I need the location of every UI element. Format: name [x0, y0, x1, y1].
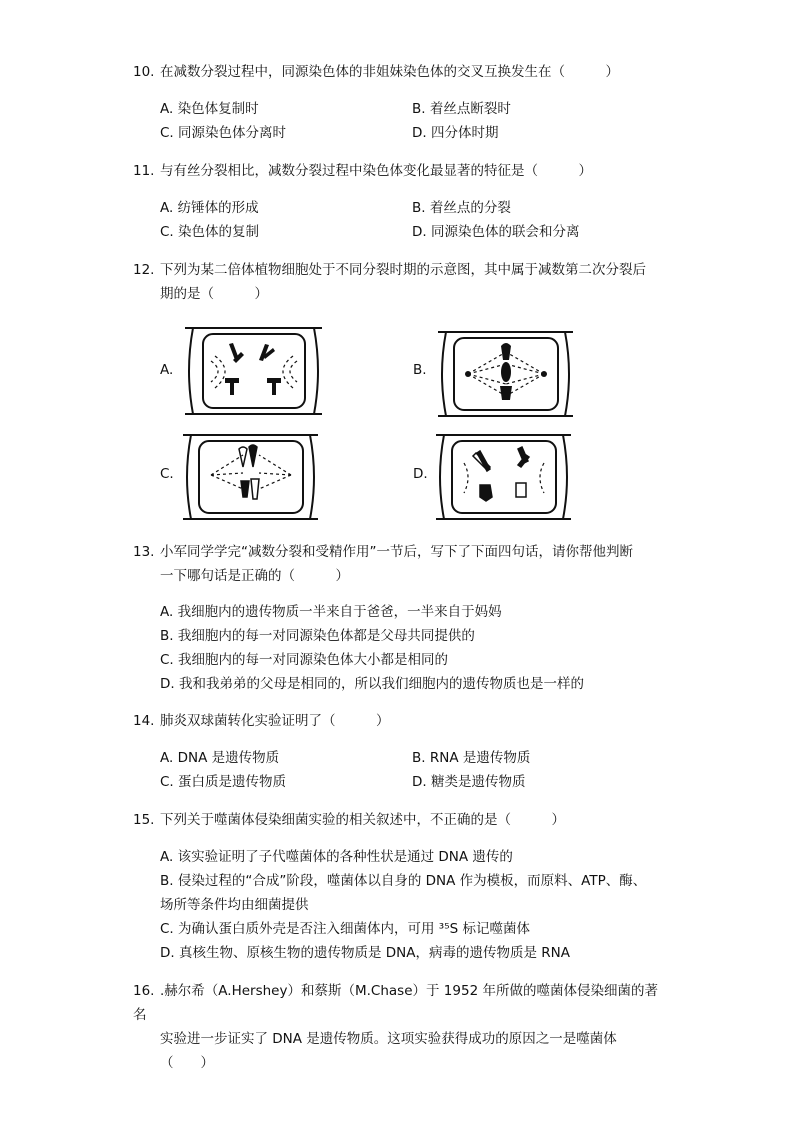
option-d[interactable]: D. 真核生物、原核生物的遗传物质是 DNA，病毒的遗传物质是 RNA: [160, 945, 571, 961]
question-stem: 与有丝分裂相比，减数分裂过程中染色体变化最显著的特征是（ ）: [160, 163, 592, 179]
question-13: [133, 540, 668, 588]
option-c[interactable]: C. 我细胞内的每一对同源染色体大小都是相同的: [160, 652, 449, 668]
question-11: [133, 159, 668, 183]
option-c[interactable]: C. 蛋白质是遗传物质: [160, 774, 287, 790]
question-number: 12.: [133, 262, 155, 278]
question-stem-cont: 一下哪句话是正确的（ ）: [160, 568, 349, 584]
option-a[interactable]: A. 纺锤体的形成: [160, 200, 259, 216]
question-stem: 小军同学学完“减数分裂和受精作用”一节后，写下了下面四句话，请你帮他判断: [160, 544, 633, 560]
cell-diagram-d: [436, 433, 572, 521]
option-a[interactable]: A. DNA 是遗传物质: [160, 750, 280, 766]
option-c[interactable]: C.: [160, 466, 174, 482]
question-number: 15.: [133, 812, 155, 828]
question-stem: 下列关于噬菌体侵染细菌实验的相关叙述中，不正确的是（ ）: [160, 812, 565, 828]
question-stem: .赫尔希（A.Hershey）和蔡斯（M.Chase）于 1952 年所做的噬菌体侵染细菌的著名: [133, 983, 658, 1023]
option-b[interactable]: B. RNA 是遗传物质: [412, 750, 531, 766]
option-a[interactable]: A. 该实验证明了子代噬菌体的各种性状是通过 DNA 遗传的: [160, 849, 513, 865]
option-d[interactable]: D. 我和我弟弟的父母是相同的，所以我们细胞内的遗传物质也是一样的: [160, 676, 584, 692]
question-stem: 在减数分裂过程中，同源染色体的非姐妹染色体的交叉互换发生在（ ）: [160, 64, 619, 80]
question-number: 13.: [133, 544, 155, 560]
option-b[interactable]: B. 我细胞内的每一对同源染色体都是父母共同提供的: [160, 628, 475, 644]
question-number: 16.: [133, 983, 155, 999]
option-a[interactable]: A. 我细胞内的遗传物质一半来自于爸爸，一半来自于妈妈: [160, 604, 502, 620]
option-b-cont: 场所等条件均由细菌提供: [160, 897, 309, 913]
question-10: [133, 60, 668, 84]
cell-diagram-a: [185, 326, 323, 416]
question-stem-cont: （ ）: [160, 1055, 214, 1071]
question-15: [133, 808, 668, 832]
option-c[interactable]: C. 染色体的复制: [160, 224, 260, 240]
question-number: 10.: [133, 64, 155, 80]
option-a[interactable]: A.: [160, 362, 174, 378]
option-d[interactable]: D. 四分体时期: [412, 125, 499, 141]
option-b[interactable]: B. 着丝点的分裂: [412, 200, 511, 216]
question-stem-cont: 实验进一步证实了 DNA 是遗传物质。这项实验获得成功的原因之一是噬菌体: [160, 1031, 617, 1047]
question-number: 14.: [133, 713, 155, 729]
question-stem: 下列为某二倍体植物细胞处于不同分裂时期的示意图，其中属于减数第二次分裂后: [160, 262, 646, 278]
question-12: [133, 258, 668, 306]
question-stem-cont: 期的是（ ）: [160, 286, 268, 302]
option-c[interactable]: C. 为确认蛋白质外壳是否注入细菌体内，可用 ³⁵S 标记噬菌体: [160, 921, 530, 937]
option-b[interactable]: B. 着丝点断裂时: [412, 101, 511, 117]
question-stem: 肺炎双球菌转化实验证明了（ ）: [160, 713, 390, 729]
question-14: [133, 709, 668, 733]
option-d[interactable]: D.: [413, 466, 428, 482]
question-16: [133, 979, 668, 1075]
option-b[interactable]: B. 侵染过程的“合成”阶段，噬菌体以自身的 DNA 作为模板，而原料、ATP、酶、: [160, 873, 647, 889]
option-d[interactable]: D. 同源染色体的联会和分离: [412, 224, 580, 240]
cell-diagram-c: [183, 433, 319, 521]
option-b[interactable]: B.: [413, 362, 427, 378]
option-c[interactable]: C. 同源染色体分离时: [160, 125, 287, 141]
question-number: 11.: [133, 163, 155, 179]
option-d[interactable]: D. 糖类是遗传物质: [412, 774, 526, 790]
cell-diagram-b: [438, 330, 574, 418]
option-a[interactable]: A. 染色体复制时: [160, 101, 259, 117]
